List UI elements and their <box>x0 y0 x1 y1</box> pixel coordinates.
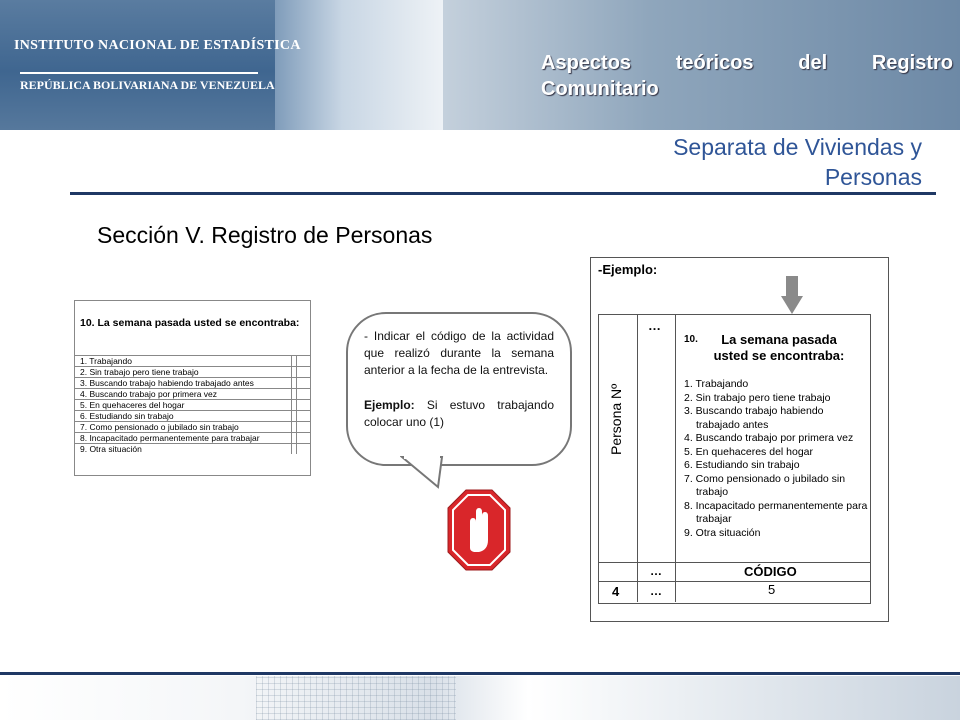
bubble-example-label: Ejemplo: <box>364 398 415 412</box>
header-left-banner <box>0 0 275 130</box>
ellipsis: … <box>650 584 662 598</box>
logo-country-name: REPÚBLICA BOLIVARIANA DE VENEZUELA <box>20 78 275 92</box>
form-option-row <box>75 443 310 454</box>
codigo-header: CÓDIGO <box>744 564 797 579</box>
example-option: 5. En quehaceres del hogar <box>684 445 814 458</box>
section-heading: Sección V. Registro de Personas <box>97 222 433 248</box>
example-options-list <box>684 378 869 540</box>
bubble-tail <box>400 455 460 491</box>
form-option-label: 1. Trabajando <box>80 356 132 366</box>
subtitle: Separata de Viviendas y Personas <box>673 134 922 190</box>
form-option-row <box>75 355 310 366</box>
form-option-row <box>75 410 310 421</box>
table-divider <box>637 314 638 602</box>
subtitle-divider <box>70 192 936 195</box>
form-option-label: 2. Sin trabajo pero tiene trabajo <box>80 367 199 377</box>
footer-banner <box>0 676 960 720</box>
form-option-label: 5. En quehaceres del hogar <box>80 400 185 410</box>
table-divider <box>675 314 676 602</box>
example-question: La semana pasada usted se encontraba: <box>713 332 845 363</box>
example-option: 9. Otra situación <box>684 526 761 539</box>
logo-institute-name: INSTITUTO NACIONAL DE ESTADÍSTICA <box>14 38 301 53</box>
form-option-row <box>75 432 310 443</box>
bubble-instruction: - Indicar el código de la actividad que realizó durante la semana anterior a la fecha de la entrevista. <box>364 329 554 377</box>
bubble-example <box>364 397 554 431</box>
form-option-label: 8. Incapacitado permanentemente para trabajar <box>80 433 260 443</box>
example-option: 1. Trabajando <box>684 378 749 390</box>
form-option-label: 6. Estudiando sin trabajo <box>80 411 174 421</box>
example-option: 6. Estudiando sin trabajo <box>684 459 800 471</box>
form-option-row <box>75 377 310 388</box>
footer-grid-pattern <box>256 676 456 720</box>
form-option-label: 9. Otra situación <box>80 444 142 454</box>
codigo-value: 5 <box>768 582 776 597</box>
footer-divider <box>0 672 960 675</box>
ellipsis: … <box>648 318 661 333</box>
down-arrow-icon <box>781 276 803 316</box>
logo-divider <box>20 72 258 74</box>
table-divider <box>598 562 870 563</box>
example-label: -Ejemplo: <box>598 262 658 277</box>
form-option-label: 7. Como pensionado o jubilado sin trabajo <box>80 422 239 432</box>
persona-column-header: Persona Nº <box>608 383 624 455</box>
example-question-number: 10. <box>684 334 698 345</box>
example-option: 4. Buscando trabajo por primera vez <box>684 432 854 444</box>
example-option: 3. Buscando trabajo habiendo trabajado antes <box>684 405 824 431</box>
header-middle-banner <box>275 0 443 130</box>
persona-number-value: 4 <box>612 584 620 599</box>
form-option-row <box>75 388 310 399</box>
bubble-example-text: Si estuvo trabajando colocar uno (1) <box>364 398 554 429</box>
form-question: 10. La semana pasada usted se encontraba: <box>80 317 300 329</box>
form-option-label: 4. Buscando trabajo por primera vez <box>80 389 218 399</box>
ellipsis: … <box>650 564 662 578</box>
form-option-row <box>75 366 310 377</box>
table-divider <box>598 581 870 582</box>
questionnaire-snippet <box>74 300 311 476</box>
form-option-row <box>75 399 310 410</box>
form-option-label: 3. Buscando trabajo habiendo trabajado antes <box>80 378 254 388</box>
stop-hand-icon <box>446 488 512 572</box>
header-title: Aspectos teóricos del Registro Comunitario <box>541 52 953 100</box>
form-option-row <box>75 421 310 432</box>
example-option: 2. Sin trabajo pero tiene trabajo <box>684 391 831 404</box>
example-option: 7. Como pensionado o jubilado sin trabajo <box>684 472 846 498</box>
example-option: 8. Incapacitado permanentemente para trabajar <box>684 499 868 525</box>
